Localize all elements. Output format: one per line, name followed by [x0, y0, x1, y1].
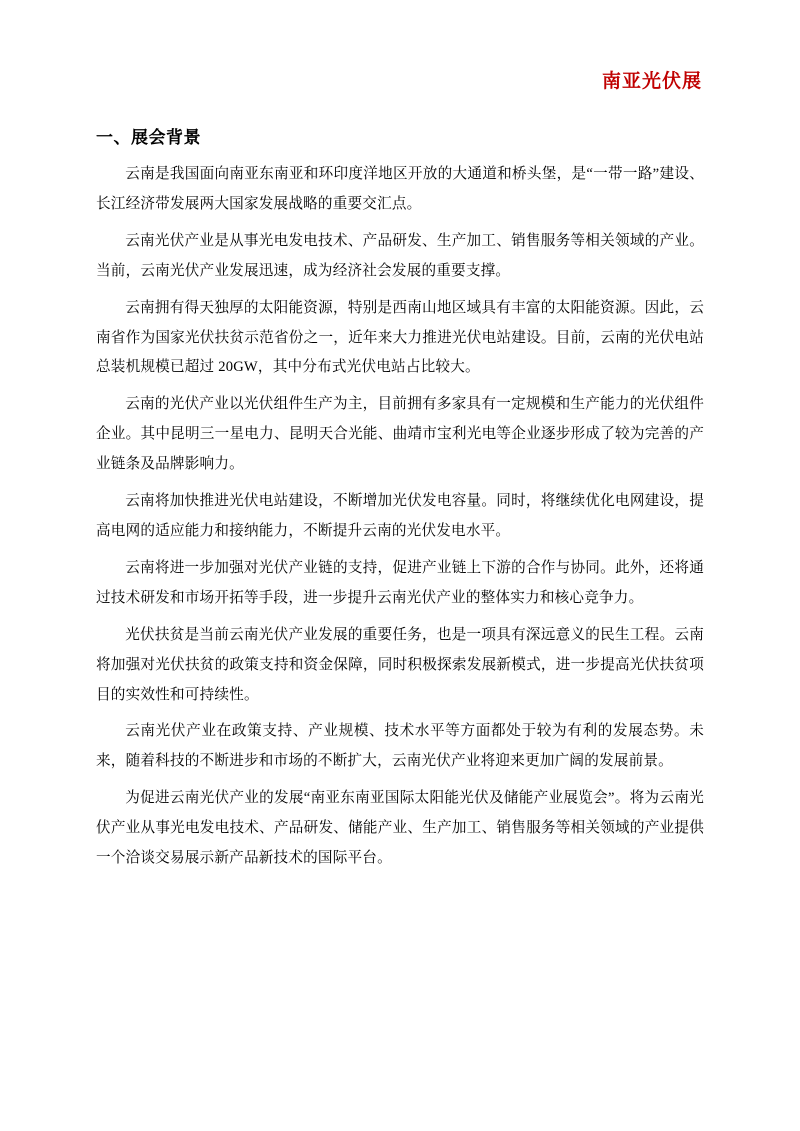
paragraph: 云南光伏产业是从事光电发电技术、产品研发、生产加工、销售服务等相关领域的产业。当前，云南光伏产业发展迅速，成为经济社会发展的重要支撑。	[96, 232, 704, 279]
paragraph: 云南光伏产业在政策支持、产业规模、技术水平等方面都处于较为有利的发展态势。未来，随着科技的不断进步和市场的不断扩大，云南光伏产业将迎来更加广阔的发展前景。	[96, 723, 704, 770]
paragraph: 云南是我国面向南亚东南亚和环印度洋地区开放的大通道和桥头堡，是“一带一路”建设、长江经济带发展两大国家发展战略的重要交汇点。	[96, 166, 704, 212]
paragraph: 云南拥有得天独厚的太阳能资源，特别是西南山地区域具有丰富的太阳能资源。因此，云南省作为国家光伏扶贫示范省份之一，近年来大力推进光伏电站建设。目前，云南的光伏电站总装机规模已超过 20GW，其中分布式光伏电站占比较大。	[96, 299, 704, 376]
paragraph: 云南将进一步加强对光伏产业链的支持，促进产业链上下游的合作与协同。此外，还将通过技术研发和市场开拓等手段，进一步提升云南光伏产业的整体实力和核心竞争力。	[96, 559, 704, 606]
paragraph: 为促进云南光伏产业的发展“南亚东南亚国际太阳能光伏及储能产业展览会”。将为云南光伏产业从事光电发电技术、产品研发、储能产业、生产加工、销售服务等相关领域的产业提供一个洽谈交易展示新产品新技术的国际平台。	[96, 790, 704, 867]
paragraph: 光伏扶贫是当前云南光伏产业发展的重要任务，也是一项具有深远意义的民生工程。云南将加强对光伏扶贫的政策支持和资金保障，同时积极探索发展新模式，进一步提高光伏扶贫项目的实效性和可持续性。	[96, 626, 704, 703]
document-header-title: 南亚光伏展	[601, 71, 702, 92]
document-body	[96, 160, 704, 874]
section-heading: 一、展会背景	[96, 128, 201, 147]
paragraph: 云南的光伏产业以光伏组件生产为主，目前拥有多家具有一定规模和生产能力的光伏组件企业。其中昆明三一星电力、昆明天合光能、曲靖市宝利光电等企业逐步形成了较为完善的产业链条及品牌影响力。	[96, 396, 704, 473]
paragraph: 云南将加快推进光伏电站建设，不断增加光伏发电容量。同时，将继续优化电网建设，提高电网的适应能力和接纳能力，不断提升云南的光伏发电水平。	[96, 493, 704, 539]
